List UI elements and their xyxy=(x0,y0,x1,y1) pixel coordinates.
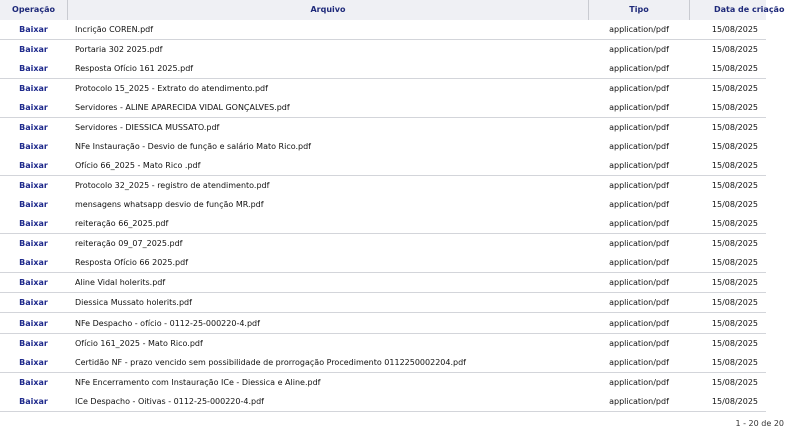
download-link[interactable]: Baixar xyxy=(19,84,48,93)
file-type-cell: application/pdf xyxy=(609,25,669,34)
pagination-info: 1 - 20 de 20 xyxy=(735,419,784,428)
file-type-cell: application/pdf xyxy=(609,64,669,73)
creation-date-cell: 15/08/2025 xyxy=(711,181,758,190)
creation-date-cell: 15/08/2025 xyxy=(711,25,758,34)
table-row xyxy=(0,176,766,196)
file-type-cell: application/pdf xyxy=(609,258,669,267)
table-row xyxy=(0,214,766,234)
file-name-cell: Servidores - DIESSICA MUSSATO.pdf xyxy=(75,123,220,132)
download-link[interactable]: Baixar xyxy=(19,339,48,348)
file-name-cell: Resposta Ofício 161 2025.pdf xyxy=(75,64,194,73)
table-row xyxy=(0,273,766,293)
creation-date-cell: 15/08/2025 xyxy=(711,298,758,307)
file-name-cell: Ofício 161_2025 - Mato Rico.pdf xyxy=(75,339,203,348)
table-row xyxy=(0,59,766,79)
download-link[interactable]: Baixar xyxy=(19,397,48,406)
download-link[interactable]: Baixar xyxy=(19,200,48,209)
file-type-cell: application/pdf xyxy=(609,358,669,367)
table-header xyxy=(0,0,785,21)
file-name-cell: ICe Despacho - Oitivas - 0112-25-000220-4.pdf xyxy=(75,397,264,406)
creation-date-cell: 15/08/2025 xyxy=(711,200,758,209)
file-name-cell: Servidores - ALINE APARECIDA VIDAL GONÇALVES.pdf xyxy=(75,103,290,112)
creation-date-cell: 15/08/2025 xyxy=(711,278,758,287)
file-type-cell: application/pdf xyxy=(609,319,669,328)
file-name-cell: Protocolo 15_2025 - Extrato do atendimento.pdf xyxy=(75,84,268,93)
file-name-cell: Diessica Mussato holerits.pdf xyxy=(75,298,192,307)
file-name-cell: reiteração 66_2025.pdf xyxy=(75,219,169,228)
download-link[interactable]: Baixar xyxy=(19,278,48,287)
file-type-cell: application/pdf xyxy=(609,181,669,190)
table-row xyxy=(0,79,766,99)
download-link[interactable]: Baixar xyxy=(19,219,48,228)
table-row xyxy=(0,20,766,40)
file-type-cell: application/pdf xyxy=(609,219,669,228)
download-link[interactable]: Baixar xyxy=(19,258,48,267)
file-type-cell: application/pdf xyxy=(609,142,669,151)
creation-date-cell: 15/08/2025 xyxy=(711,103,758,112)
table-row xyxy=(0,40,766,60)
download-link[interactable]: Baixar xyxy=(19,45,48,54)
creation-date-cell: 15/08/2025 xyxy=(711,239,758,248)
file-name-cell: NFe Encerramento com Instauração ICe - Diessica e Aline.pdf xyxy=(75,378,321,387)
file-type-cell: application/pdf xyxy=(609,123,669,132)
creation-date-cell: 15/08/2025 xyxy=(711,258,758,267)
creation-date-cell: 15/08/2025 xyxy=(711,142,758,151)
file-type-cell: application/pdf xyxy=(609,161,669,170)
file-name-cell: Portaria 302 2025.pdf xyxy=(75,45,163,54)
creation-date-cell: 15/08/2025 xyxy=(711,45,758,54)
download-link[interactable]: Baixar xyxy=(19,64,48,73)
download-link[interactable]: Baixar xyxy=(19,103,48,112)
creation-date-cell: 15/08/2025 xyxy=(711,123,758,132)
download-link[interactable]: Baixar xyxy=(19,358,48,367)
file-type-cell: application/pdf xyxy=(609,278,669,287)
column-header-arquivo[interactable]: Arquivo xyxy=(310,5,346,14)
file-type-cell: application/pdf xyxy=(609,397,669,406)
column-header-data[interactable]: Data de criação xyxy=(714,5,785,14)
file-type-cell: application/pdf xyxy=(609,103,669,112)
download-link[interactable]: Baixar xyxy=(19,319,48,328)
creation-date-cell: 15/08/2025 xyxy=(711,219,758,228)
table-row xyxy=(0,314,766,334)
file-name-cell: Certidão NF - prazo vencido sem possibilidade de prorrogação Procedimento 0112250002204.pdf xyxy=(75,358,466,367)
table-row xyxy=(0,373,766,393)
table-row xyxy=(0,98,766,118)
download-link[interactable]: Baixar xyxy=(19,142,48,151)
file-type-cell: application/pdf xyxy=(609,378,669,387)
file-name-cell: mensagens whatsapp desvio de função MR.pdf xyxy=(75,200,264,209)
file-name-cell: Protocolo 32_2025 - registro de atendimento.pdf xyxy=(75,181,270,190)
file-name-cell: NFe Despacho - ofício - 0112-25-000220-4.pdf xyxy=(75,319,260,328)
table-row xyxy=(0,253,766,273)
download-link[interactable]: Baixar xyxy=(19,181,48,190)
table-row xyxy=(0,334,766,354)
download-link[interactable]: Baixar xyxy=(19,239,48,248)
download-link[interactable]: Baixar xyxy=(19,123,48,132)
download-link[interactable]: Baixar xyxy=(19,161,48,170)
file-type-cell: application/pdf xyxy=(609,200,669,209)
download-link[interactable]: Baixar xyxy=(19,378,48,387)
table-row xyxy=(0,195,766,215)
creation-date-cell: 15/08/2025 xyxy=(711,358,758,367)
creation-date-cell: 15/08/2025 xyxy=(711,339,758,348)
file-type-cell: application/pdf xyxy=(609,239,669,248)
file-name-cell: Resposta Ofício 66 2025.pdf xyxy=(75,258,189,267)
creation-date-cell: 15/08/2025 xyxy=(711,397,758,406)
file-type-cell: application/pdf xyxy=(609,298,669,307)
table-row xyxy=(0,156,766,176)
table-row xyxy=(0,234,766,254)
column-header-operacao[interactable]: Operação xyxy=(12,5,55,14)
column-divider xyxy=(67,0,68,20)
file-type-cell: application/pdf xyxy=(609,84,669,93)
table-row xyxy=(0,392,766,412)
file-type-cell: application/pdf xyxy=(609,45,669,54)
file-name-cell: reiteração 09_07_2025.pdf xyxy=(75,239,183,248)
table-row xyxy=(0,353,766,373)
creation-date-cell: 15/08/2025 xyxy=(711,319,758,328)
table-row xyxy=(0,137,766,157)
creation-date-cell: 15/08/2025 xyxy=(711,64,758,73)
file-name-cell: Aline Vidal holerits.pdf xyxy=(75,278,166,287)
creation-date-cell: 15/08/2025 xyxy=(711,378,758,387)
column-divider xyxy=(689,0,690,20)
file-name-cell: Incrição COREN.pdf xyxy=(75,25,154,34)
column-header-tipo[interactable]: Tipo xyxy=(629,5,649,14)
creation-date-cell: 15/08/2025 xyxy=(711,84,758,93)
file-name-cell: Ofício 66_2025 - Mato Rico .pdf xyxy=(75,161,201,170)
table-row xyxy=(0,118,766,138)
download-link[interactable]: Baixar xyxy=(19,298,48,307)
creation-date-cell: 15/08/2025 xyxy=(711,161,758,170)
file-name-cell: NFe Instauração - Desvio de função e salário Mato Rico.pdf xyxy=(75,142,311,151)
table-row xyxy=(0,293,766,313)
column-divider xyxy=(588,0,589,20)
file-type-cell: application/pdf xyxy=(609,339,669,348)
download-link[interactable]: Baixar xyxy=(19,25,48,34)
